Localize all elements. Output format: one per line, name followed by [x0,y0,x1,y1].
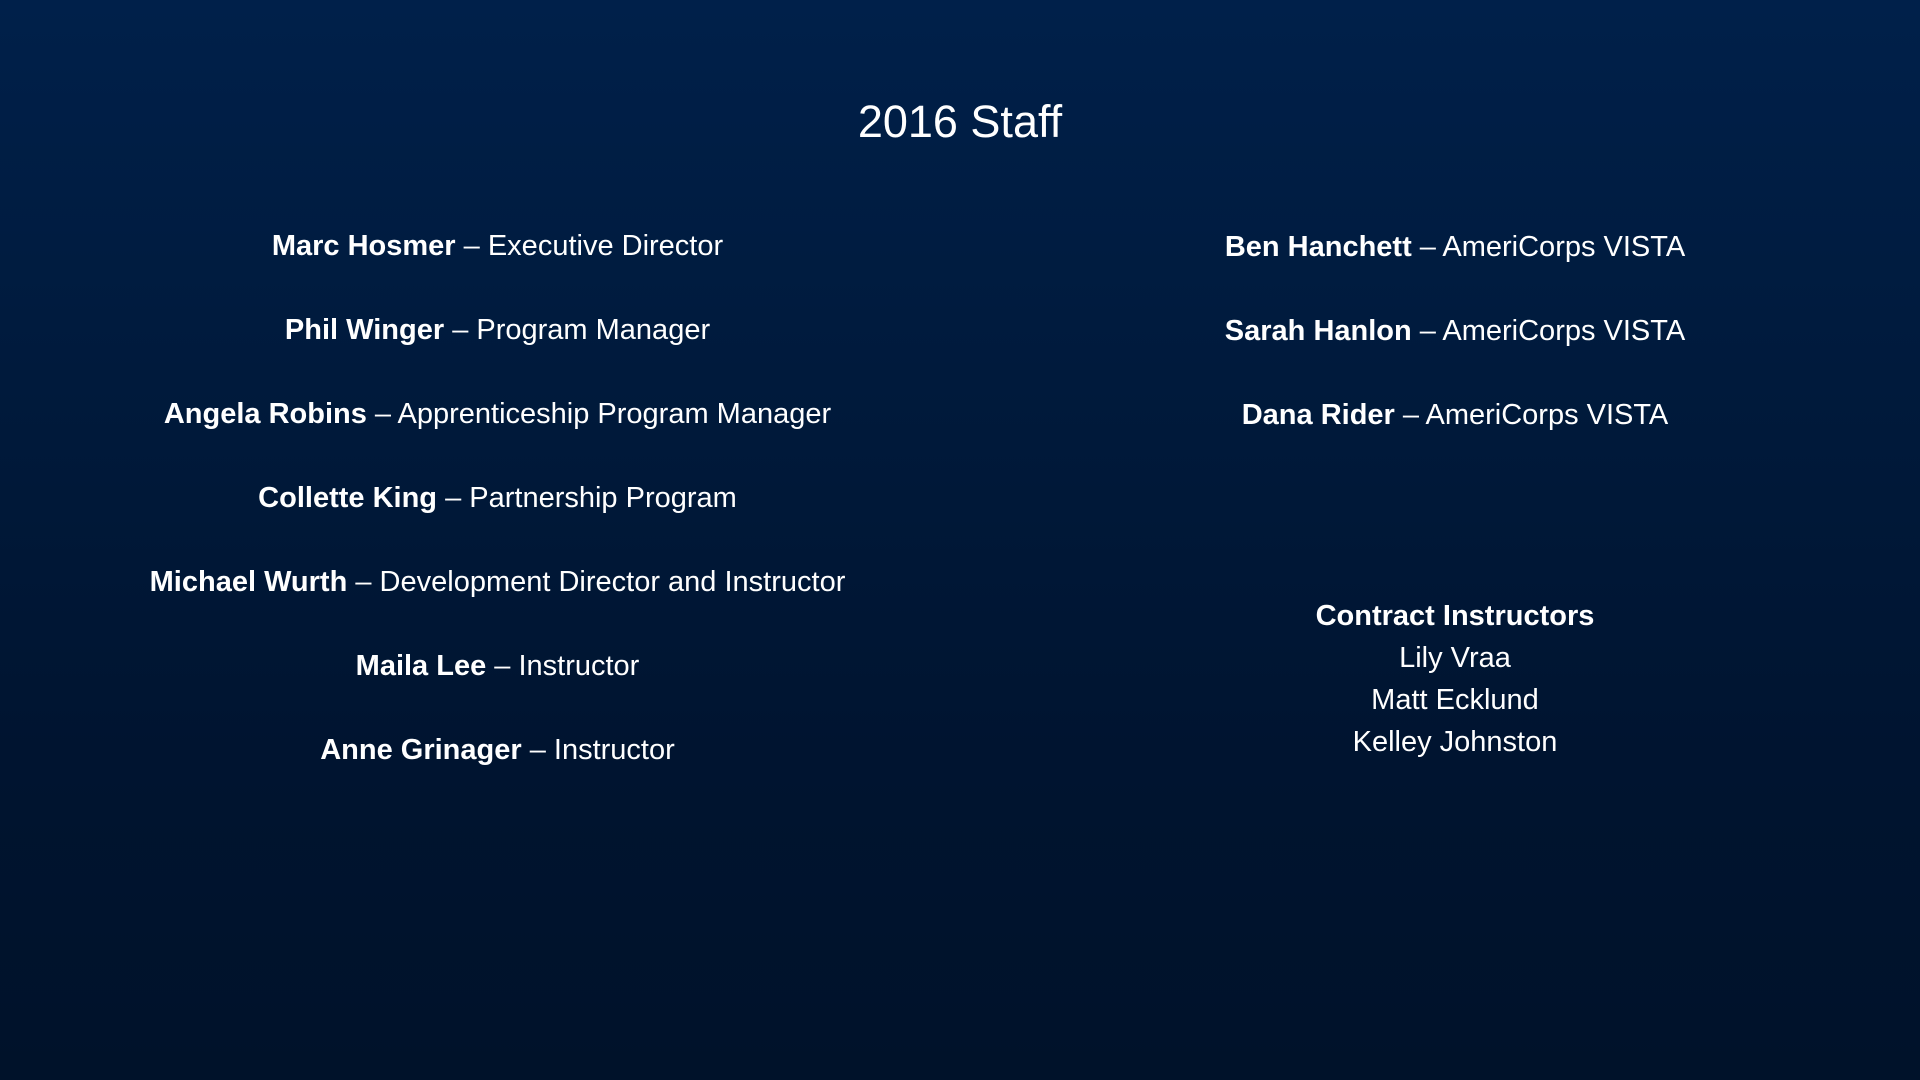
staff-role: AmeriCorps VISTA [1425,399,1669,431]
contract-instructors [1165,595,1745,763]
separator: – [347,566,380,598]
staff-name: Anne Grinager [320,734,522,766]
separator: – [1394,399,1426,431]
staff-name: Angela Robins [163,398,367,430]
staff-line [100,481,895,565]
staff-name: Ben Hanchett [1224,231,1412,263]
staff-name: Michael Wurth [149,566,348,598]
staff-line [1165,314,1745,398]
contract-instructor-name: Matt Ecklund [1371,684,1539,716]
staff-role: Program Manager [476,314,711,346]
staff-line [100,397,895,481]
staff-line [100,229,895,313]
staff-role: AmeriCorps VISTA [1442,315,1686,347]
staff-role: Partnership Program [469,482,737,514]
left-staff-list [100,229,895,817]
separator: – [437,482,470,514]
separator: – [366,398,398,430]
right-staff-list [1165,230,1745,482]
separator: – [1411,231,1443,263]
separator: – [486,650,519,682]
separator: – [1411,315,1443,347]
staff-name: Marc Hosmer [271,230,456,262]
slide-title: 2016 Staff [857,96,1063,147]
staff-line [100,313,895,397]
staff-role: Apprenticeship Program Manager [397,398,832,430]
separator: – [521,734,554,766]
staff-role: Instructor [553,734,675,766]
staff-line [100,649,895,733]
contract-instructor-name: Lily Vraa [1399,642,1511,674]
staff-line [100,565,895,649]
staff-role: Development Director and Instructor [379,566,846,598]
staff-role: Executive Director [487,230,724,262]
contract-instructors-heading: Contract Instructors [1315,600,1595,632]
staff-name: Collette King [258,482,438,514]
staff-name: Phil Winger [284,314,445,346]
contract-instructor-name: Kelley Johnston [1352,726,1558,758]
staff-line [1165,398,1745,482]
staff-name: Dana Rider [1241,399,1395,431]
staff-role: AmeriCorps VISTA [1442,231,1686,263]
separator: – [455,230,488,262]
staff-line [1165,230,1745,314]
staff-name: Maila Lee [355,650,487,682]
staff-line [100,733,895,817]
staff-name: Sarah Hanlon [1224,315,1412,347]
staff-role: Instructor [518,650,640,682]
separator: – [444,314,477,346]
